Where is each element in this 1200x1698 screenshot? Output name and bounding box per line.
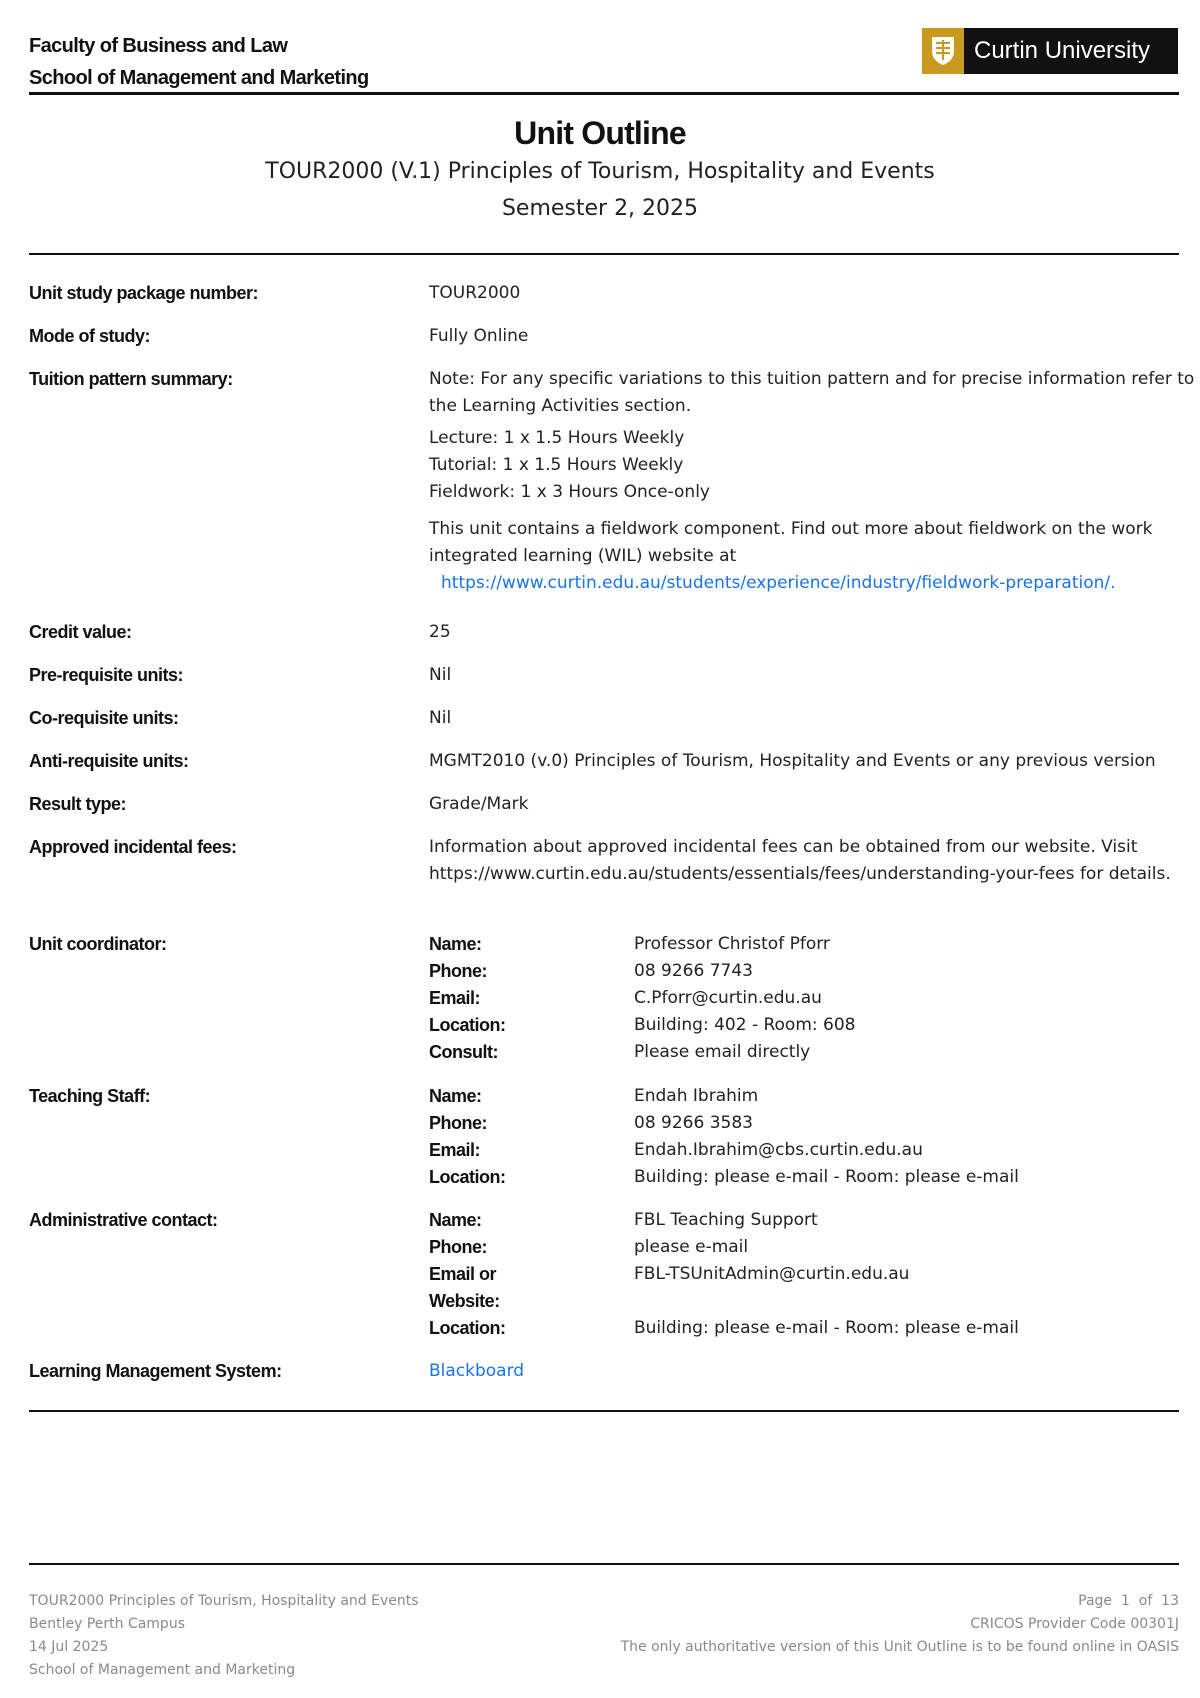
details-divider xyxy=(29,1410,1179,1412)
unit-subtitle: TOUR2000 (V.1) Principles of Tourism, Hospitality and Events xyxy=(265,159,935,184)
mode-label: Mode of study: xyxy=(29,326,150,346)
lms-label: Learning Management System: xyxy=(29,1361,282,1381)
coordinator-phone-key: Phone: xyxy=(429,961,487,981)
teaching-email[interactable]: Endah.Ibrahim@cbs.curtin.edu.au xyxy=(634,1140,923,1160)
coordinator-phone: 08 9266 7743 xyxy=(634,961,753,981)
teaching-name: Endah Ibrahim xyxy=(634,1086,759,1106)
admin-label: Administrative contact: xyxy=(29,1210,218,1230)
antireq-value: MGMT2010 (v.0) Principles of Tourism, Hospitality and Events or any previous version xyxy=(429,751,1156,771)
tuition-label: Tuition pattern summary: xyxy=(29,369,233,389)
footer-unit: TOUR2000 Principles of Tourism, Hospitality and Events xyxy=(29,1593,419,1609)
admin-location: Building: please e-mail - Room: please e-mail xyxy=(634,1318,1019,1338)
prereq-value: Nil xyxy=(429,665,452,685)
crest-icon xyxy=(922,28,964,74)
usp-value: TOUR2000 xyxy=(429,283,521,303)
footer-right xyxy=(621,1590,1179,1659)
school-name: School of Management and Marketing xyxy=(29,67,369,89)
title-block xyxy=(0,113,1200,227)
coordinator-name: Professor Christof Pforr xyxy=(634,934,830,954)
logo-wordmark: Curtin University xyxy=(964,28,1178,74)
fieldwork-text: This unit contains a fieldwork component. Find out more about fieldwork on the work integrated learning (WIL) website at xyxy=(429,519,1153,566)
fees-label: Approved incidental fees: xyxy=(29,837,237,857)
page-number xyxy=(621,1590,1179,1613)
footer-left xyxy=(29,1590,419,1682)
header-school-block xyxy=(29,30,369,94)
page-label: Page xyxy=(1078,1593,1113,1609)
teaching-phone: 08 9266 3583 xyxy=(634,1113,753,1133)
coordinator-email-key: Email: xyxy=(429,988,481,1008)
result-label: Result type: xyxy=(29,794,127,814)
blackboard-link[interactable]: Blackboard xyxy=(429,1361,525,1381)
footer-cricos: CRICOS Provider Code 00301J xyxy=(970,1616,1179,1632)
page-of: of xyxy=(1138,1593,1153,1609)
admin-email[interactable]: FBL-TSUnitAdmin@curtin.edu.au xyxy=(634,1264,910,1284)
coordinator-label: Unit coordinator: xyxy=(29,934,167,954)
coordinator-consult: Please email directly xyxy=(634,1042,811,1062)
page-current: 1 xyxy=(1120,1593,1130,1609)
fees-value: Information about approved incidental fees can be obtained from our website. Visit https://www.curtin.edu.au/students/essentials/fees/understanding-your-fees for details. xyxy=(429,837,1171,884)
coordinator-email[interactable]: C.Pforr@curtin.edu.au xyxy=(634,988,822,1008)
tuition-lecture: Lecture: 1 x 1.5 Hours Weekly xyxy=(429,428,685,448)
teaching-email-key: Email: xyxy=(429,1140,481,1160)
teaching-phone-key: Phone: xyxy=(429,1113,487,1133)
admin-phone-key: Phone: xyxy=(429,1237,487,1257)
mode-value: Fully Online xyxy=(429,326,529,346)
footer-date: 14 Jul 2025 xyxy=(29,1639,109,1655)
admin-location-key: Location: xyxy=(429,1318,506,1338)
antireq-label: Anti-requisite units: xyxy=(29,751,189,771)
title-divider xyxy=(29,253,1179,255)
admin-phone: please e-mail xyxy=(634,1237,749,1257)
result-value: Grade/Mark xyxy=(429,794,529,814)
teaching-location: Building: please e-mail - Room: please e-mail xyxy=(634,1167,1019,1187)
usp-label: Unit study package number: xyxy=(29,283,259,303)
header-divider xyxy=(29,92,1179,95)
credit-label: Credit value: xyxy=(29,622,132,642)
coreq-label: Co-requisite units: xyxy=(29,708,179,728)
tuition-note: Note: For any specific variations to this tuition pattern and for precise information refer to the Learning Activities section. xyxy=(429,369,1195,416)
coordinator-name-key: Name: xyxy=(429,934,482,954)
fieldwork-link[interactable]: https://www.curtin.edu.au/students/experience/industry/fieldwork-preparation/. xyxy=(441,573,1116,593)
coordinator-consult-key: Consult: xyxy=(429,1042,498,1062)
teaching-label: Teaching Staff: xyxy=(29,1086,151,1106)
admin-name: FBL Teaching Support xyxy=(634,1210,818,1230)
curtin-logo xyxy=(922,28,1178,74)
footer-authority: The only authoritative version of this Unit Outline is to be found online in OASIS xyxy=(620,1639,1179,1655)
coordinator-location-key: Location: xyxy=(429,1015,506,1035)
coreq-value: Nil xyxy=(429,708,452,728)
teaching-contact xyxy=(429,1083,1200,1191)
page-total: 13 xyxy=(1161,1593,1179,1609)
teaching-location-key: Location: xyxy=(429,1167,506,1187)
admin-name-key: Name: xyxy=(429,1210,482,1230)
teaching-name-key: Name: xyxy=(429,1086,482,1106)
page-title: Unit Outline xyxy=(514,115,686,151)
admin-contact xyxy=(429,1207,1200,1342)
credit-value: 25 xyxy=(429,622,451,642)
coordinator-location: Building: 402 - Room: 608 xyxy=(634,1015,856,1035)
prereq-label: Pre-requisite units: xyxy=(29,665,184,685)
coordinator-contact xyxy=(429,931,1200,1066)
footer-divider xyxy=(29,1563,1179,1565)
tuition-tutorial: Tutorial: 1 x 1.5 Hours Weekly xyxy=(429,455,684,475)
footer-school: School of Management and Marketing xyxy=(29,1662,296,1678)
semester-label: Semester 2, 2025 xyxy=(501,196,699,221)
tuition-value xyxy=(429,366,1200,597)
admin-email-key: Email or Website: xyxy=(429,1264,500,1311)
tuition-fieldwork: Fieldwork: 1 x 3 Hours Once-only xyxy=(429,482,710,502)
footer-campus: Bentley Perth Campus xyxy=(29,1616,185,1632)
faculty-name: Faculty of Business and Law xyxy=(29,35,288,57)
